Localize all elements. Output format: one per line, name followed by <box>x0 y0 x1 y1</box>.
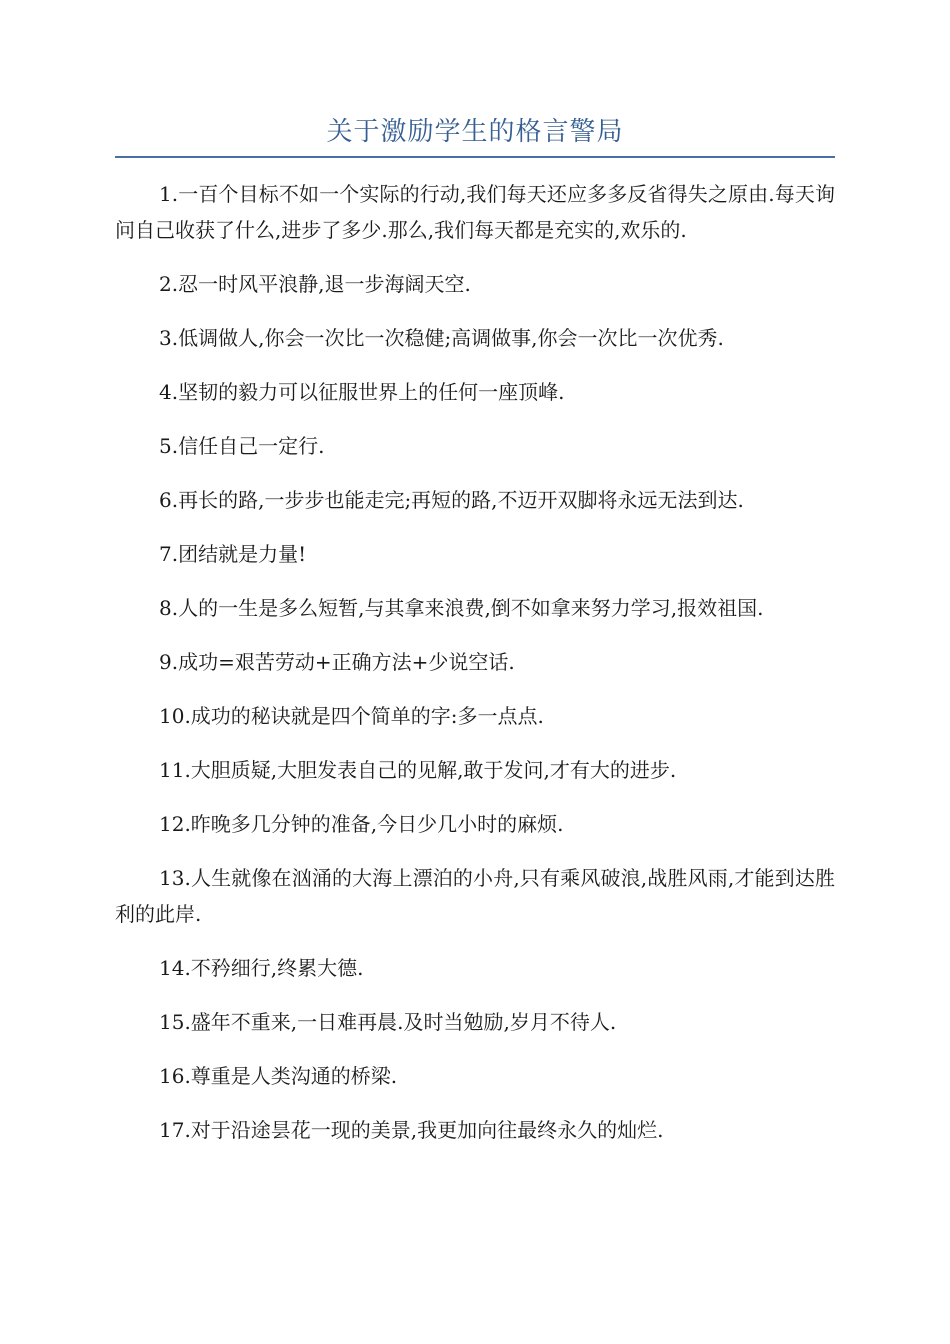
page-title: 关于激励学生的格言警局 <box>326 117 624 147</box>
quote-list <box>115 176 835 1166</box>
quote-item: 2.忍一时风平浪静,退一步海阔天空. <box>159 272 471 296</box>
quote-item: 6.再长的路,一步步也能走完;再短的路,不迈开双脚将永远无法到达. <box>159 488 744 512</box>
quote-item: 17.对于沿途昙花一现的美景,我更加向往最终永久的灿烂. <box>159 1118 664 1142</box>
quote-item: 16.尊重是人类沟通的桥梁. <box>159 1064 398 1088</box>
quote-item: 7.团结就是力量! <box>159 542 307 566</box>
quote-item: 1.一百个目标不如一个实际的行动,我们每天还应多多反省得失之原由.每天询问自己收获了什么,进步了多少.那么,我们每天都是充实的,欢乐的. <box>115 182 835 242</box>
quote-item: 3.低调做人,你会一次比一次稳健;高调做事,你会一次比一次优秀. <box>159 326 724 350</box>
quote-item: 8.人的一生是多么短暂,与其拿来浪费,倒不如拿来努力学习,报效祖国. <box>159 596 764 620</box>
quote-item: 5.信任自己一定行. <box>159 434 325 458</box>
quote-item: 10.成功的秘诀就是四个简单的字:多一点点. <box>159 704 544 728</box>
quote-item: 9.成功=艰苦劳动+正确方法+少说空话. <box>159 650 515 674</box>
title-block <box>115 112 835 158</box>
quote-item: 15.盛年不重来,一日难再晨.及时当勉励,岁月不待人. <box>159 1010 617 1034</box>
quote-item: 14.不矜细行,终累大德. <box>159 956 364 980</box>
quote-item: 13.人生就像在汹涌的大海上漂泊的小舟,只有乘风破浪,战胜风雨,才能到达胜利的此岸. <box>115 866 835 926</box>
quote-item: 4.坚韧的毅力可以征服世界上的任何一座顶峰. <box>159 380 565 404</box>
quote-item: 12.昨晚多几分钟的准备,今日少几小时的麻烦. <box>159 812 564 836</box>
quote-item: 11.大胆质疑,大胆发表自己的见解,敢于发问,才有大的进步. <box>159 758 677 782</box>
